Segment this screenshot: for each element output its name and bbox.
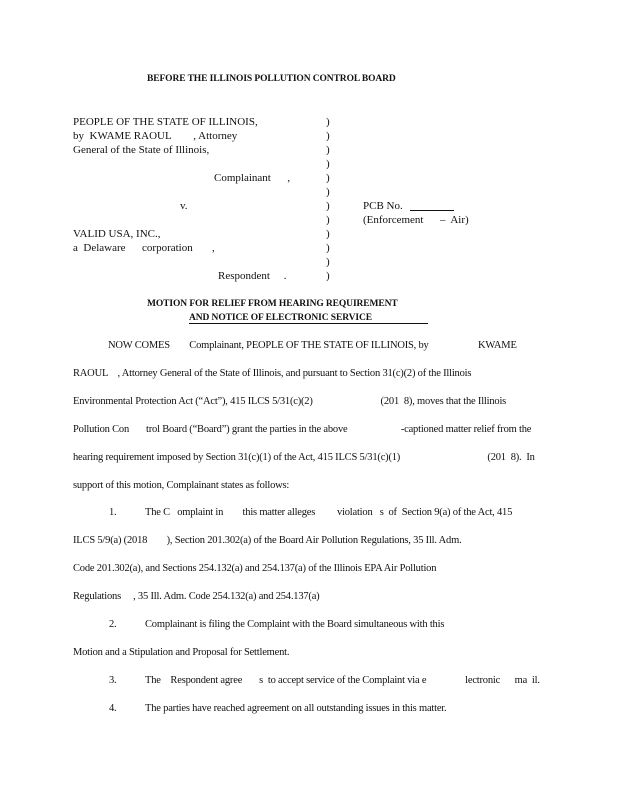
caption-complainant-line-1: PEOPLE OF THE STATE OF ILLINOIS, bbox=[73, 116, 258, 128]
enforcement-label: (Enforcement – Air) bbox=[363, 214, 469, 226]
motion-title-line-1: MOTION FOR RELIEF FROM HEARING REQUIREMENT bbox=[147, 299, 398, 309]
motion-title-underline bbox=[189, 323, 428, 324]
motion-title-line-2: AND NOTICE OF ELECTRONIC SERVICE bbox=[189, 313, 372, 323]
caption-complainant-line-2: by KWAME RAOUL , Attorney bbox=[73, 130, 238, 142]
body-line: support of this motion, Complainant states as follows: bbox=[73, 480, 290, 491]
court-heading: BEFORE THE ILLINOIS POLLUTION CONTROL BOARD bbox=[147, 74, 396, 84]
body-line: Complainant is filing the Complaint with the Board simultaneous with this bbox=[145, 619, 445, 630]
document-page: BEFORE THE ILLINOIS POLLUTION CONTROL BOARD PEOPLE OF THE STATE OF ILLINOIS, by KWAME RAOUL , Attorney General of the State of Illinois, Complainant , v. VALID USA, INC., a Delaware corporation , Respondent . ) ) ) ) ) ) ) ) ) ) ) ) PCB No. (Enforcement – Air) MOTION FOR RELIEF FROM HEARING REQUIREMENT AND NOTICE OF ELECTRONIC SERVICE NOW COMES Complainant, PEOPLE OF THE STATE OF ILLINOIS, by KWAME RAOUL , Attorney General of the State of Illinois, and pursuant to Section 31(c)(2) of the Illinois Environmental Protection Act (“Act”), 415 ILCS 5/31(c)(2) (201 8), moves that the Illinois Pollution Con trol Board (“Board”) grant the parties in the above -captioned matter relief from the hearing requirement imposed by Section 31(c)(1) of the Act, 415 ILCS 5/31(c)(1) (201 8). In support of this motion, Complainant states as follows: 1. The C omplaint in this matter alleges violation s of Section 9(a) of the Act, 415 ILCS 5/9(a) (2018 ), Section 201.302(a) of the Board Air Pollution Regulations, 35 Ill. Adm. Code 201.302(a), and Sections 254.132(a) and 254.137(a) of the Illinois EPA Air Pollution Regulations , 35 Ill. Adm. Code 254.132(a) and 254.137(a) 2. Complainant is filing the Complaint with the Board simultaneous with this Motion and a Stipulation and Proposal for Settlement. 3. The Respondent agree s to accept service of the Complaint via e lectronic ma il. 4. The parties have reached agreement on all outstanding issues in this matter. bbox=[73, 74, 540, 714]
caption-respondent-line-1: VALID USA, INC., bbox=[73, 228, 161, 240]
paragraph-number-2: 2. bbox=[109, 619, 117, 630]
caption-versus: v. bbox=[180, 200, 188, 212]
pcb-number-blank bbox=[410, 210, 454, 211]
body-line: ILCS 5/9(a) (2018 ), Section 201.302(a) of the Board Air Pollution Regulations, 35 Ill. Adm. bbox=[73, 535, 462, 546]
body-line: Regulations , 35 Ill. Adm. Code 254.132(a) and 254.137(a) bbox=[73, 591, 320, 602]
pcb-number-label: PCB No. bbox=[363, 200, 403, 212]
caption-complainant-label: Complainant , bbox=[214, 172, 291, 184]
caption-complainant-line-3: General of the State of Illinois, bbox=[73, 144, 210, 156]
body-line: hearing requirement imposed by Section 31(c)(1) of the Act, 415 ILCS 5/31(c)(1) (201 8). In bbox=[73, 452, 535, 463]
body-line: NOW COMES Complainant, PEOPLE OF THE STATE OF ILLINOIS, by bbox=[108, 340, 429, 351]
body-line: RAOUL , Attorney General of the State of Illinois, and pursuant to Section 31(c)(2) of the Illinois bbox=[73, 368, 472, 379]
body-line: The Respondent agree s to accept service of the Complaint via e lectronic ma il. bbox=[145, 675, 540, 686]
caption-respondent-label: Respondent . bbox=[218, 270, 287, 282]
paragraph-number-1: 1. bbox=[109, 507, 117, 518]
body-line: KWAME bbox=[478, 340, 517, 351]
paragraph-number-4: 4. bbox=[109, 703, 117, 714]
body-line: Environmental Protection Act (“Act”), 415 ILCS 5/31(c)(2) (201 8), moves that the Illinois bbox=[73, 396, 507, 407]
body-line: Pollution Con trol Board (“Board”) grant the parties in the above -captioned matter relief from the bbox=[73, 424, 532, 435]
caption-respondent-line-2: a Delaware corporation , bbox=[73, 242, 215, 254]
body-line: The parties have reached agreement on all outstanding issues in this matter. bbox=[145, 703, 447, 714]
body-line: The C omplaint in this matter alleges violation s of Section 9(a) of the Act, 415 bbox=[145, 507, 513, 518]
body-line: Motion and a Stipulation and Proposal for Settlement. bbox=[73, 647, 290, 658]
body-line: Code 201.302(a), and Sections 254.132(a) and 254.137(a) of the Illinois EPA Air Pollution bbox=[73, 563, 437, 574]
paragraph-number-3: 3. bbox=[109, 675, 117, 686]
